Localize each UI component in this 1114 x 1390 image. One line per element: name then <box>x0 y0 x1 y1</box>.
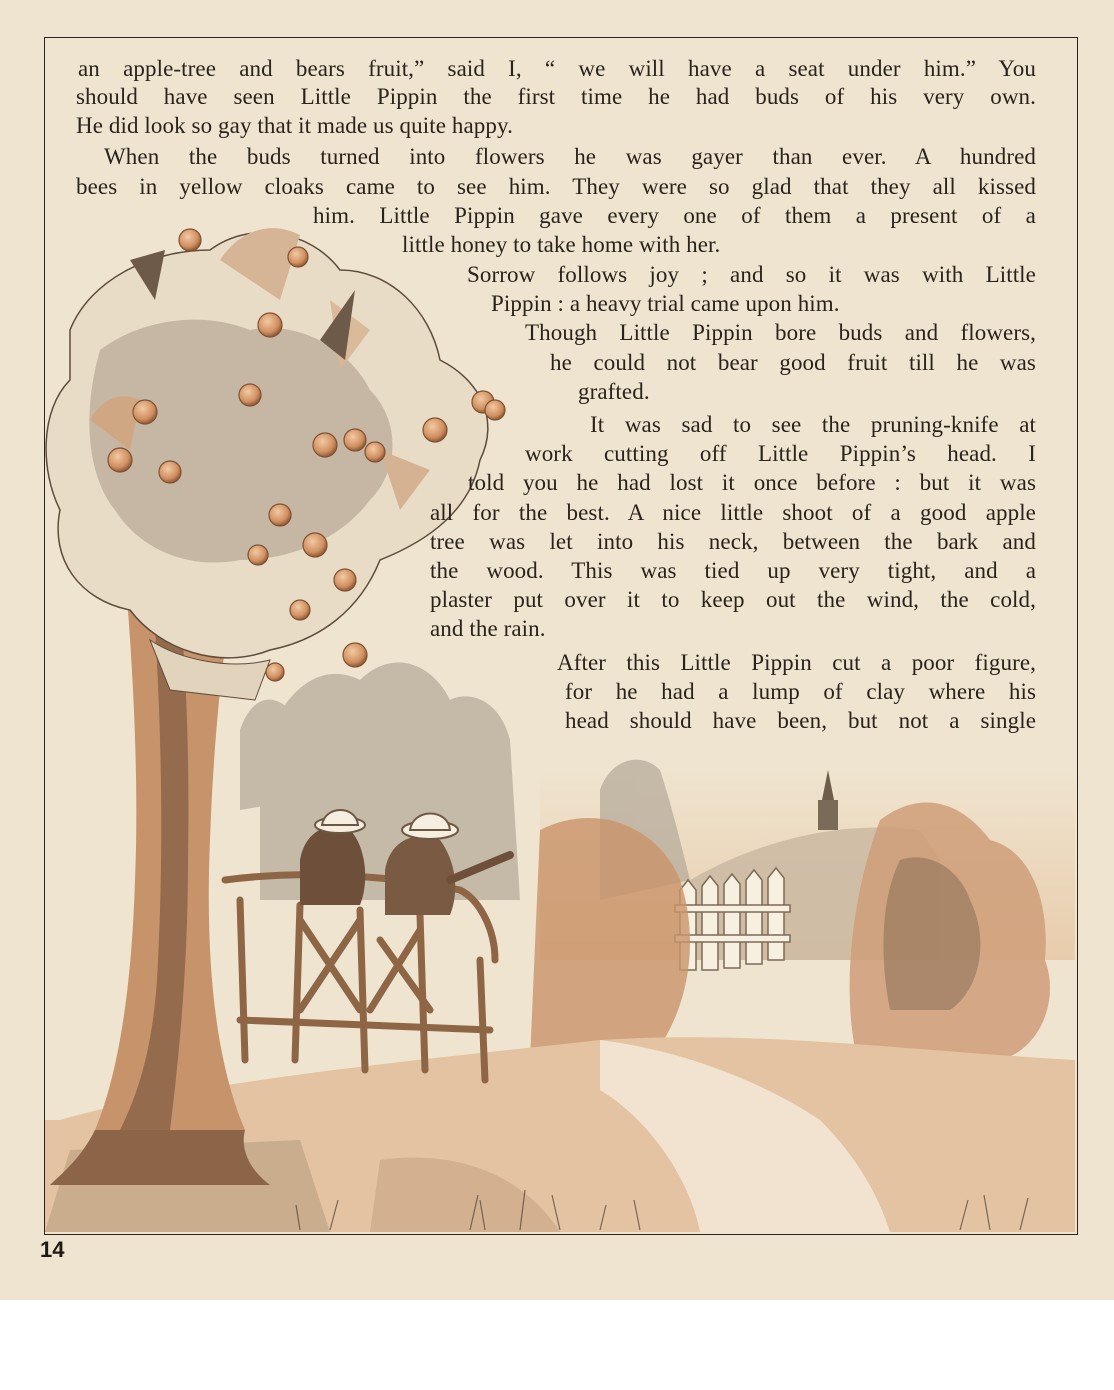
story-line: bees in yellow cloaks came to see him. They were so glad that they all kissed <box>76 174 1036 199</box>
story-line: he could not bear good fruit till he was <box>550 350 1036 375</box>
story-line: work cutting off Little Pippin’s head. I <box>525 441 1036 466</box>
story-line: Sorrow follows joy ; and so it was with Little <box>467 262 1036 287</box>
story-line: When the buds turned into flowers he was gayer than ever. A hundred <box>104 144 1036 169</box>
story-line: little honey to take home with her. <box>402 232 721 257</box>
story-line: tree was let into his neck, between the bark and <box>430 529 1036 554</box>
story-line: should have seen Little Pippin the first time he had buds of his very own. <box>76 84 1036 109</box>
story-line: grafted. <box>578 379 650 404</box>
footer-band <box>0 1300 1114 1390</box>
story-line: Pippin : a heavy trial came upon him. <box>491 291 840 316</box>
story-line: It was sad to see the pruning-knife at <box>590 412 1036 437</box>
story-line: head should have been, but not a single <box>565 708 1036 733</box>
story-line: him. Little Pippin gave every one of them a present of a <box>313 203 1036 228</box>
story-line: plaster put over it to keep out the wind, the cold, <box>430 587 1036 612</box>
story-line: told you he had lost it once before : but it was <box>468 470 1036 495</box>
story-line: the wood. This was tied up very tight, and a <box>430 558 1036 583</box>
story-line: all for the best. A nice little shoot of a good apple <box>430 500 1036 525</box>
story-line: for he had a lump of clay where his <box>565 679 1036 704</box>
page-number: 14 <box>40 1237 65 1262</box>
story-line: He did look so gay that it made us quite happy. <box>76 113 513 138</box>
story-line: and the rain. <box>430 616 546 641</box>
story-line: Though Little Pippin bore buds and flowers, <box>525 320 1036 345</box>
story-line: an apple-tree and bears fruit,” said I, “ we will have a seat under him.” You <box>78 56 1036 81</box>
story-line: After this Little Pippin cut a poor figure, <box>557 650 1036 675</box>
